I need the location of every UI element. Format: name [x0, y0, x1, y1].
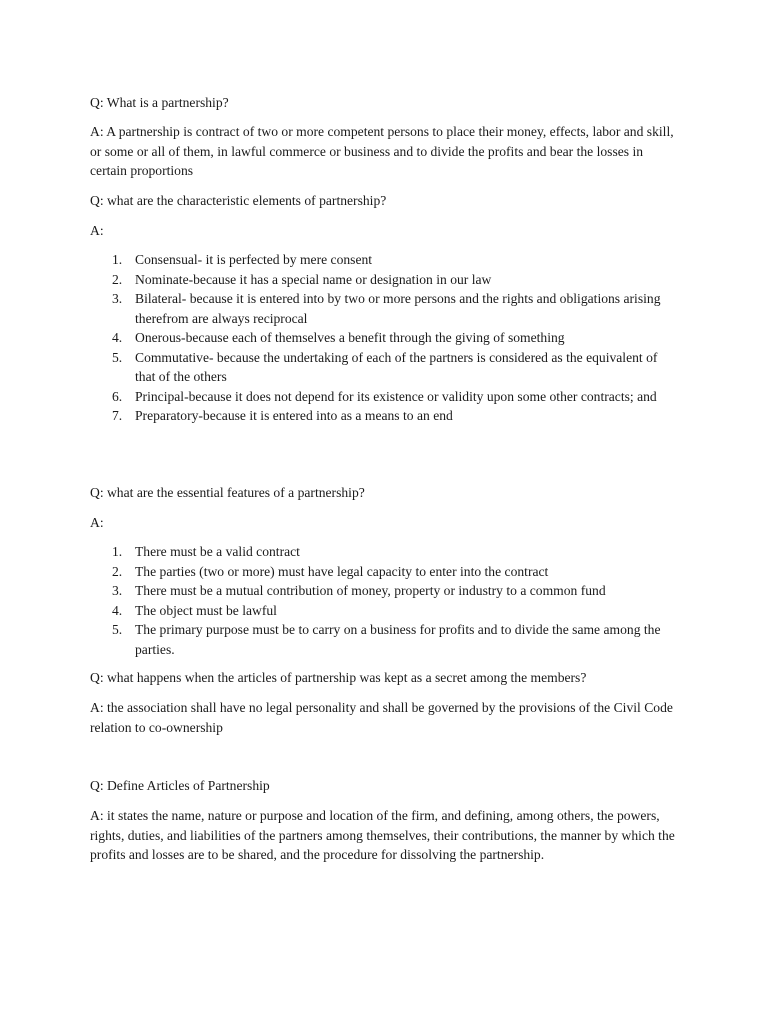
- list-item: [90, 542, 680, 562]
- list-item-number: 3.: [112, 583, 123, 598]
- list-item: [90, 348, 680, 387]
- list-item: [90, 406, 680, 426]
- list-item: [90, 250, 680, 270]
- list-item: [90, 601, 680, 621]
- list-item-number: 5.: [112, 622, 123, 637]
- list-item-text: Onerous-because each of themselves a benefit through the giving of something: [135, 330, 565, 345]
- list-item-number: 7.: [112, 408, 123, 423]
- list-item: [90, 328, 680, 348]
- list-item-text: There must be a valid contract: [135, 544, 300, 559]
- list-item-number: 2.: [112, 271, 123, 287]
- list-item: [90, 387, 680, 407]
- answer-label-essential-features: A:: [90, 515, 104, 530]
- list-item-number: 2.: [112, 563, 123, 579]
- characteristic-elements-list: [90, 250, 680, 426]
- list-item-text: Commutative- because the undertaking of each of the partners is considered as the equivalent of that of the others: [135, 349, 658, 384]
- list-item-text: Principal-because it does not depend for its existence or validity upon some other contracts; and: [135, 388, 657, 404]
- list-item-text: The parties (two or more) must have legal capacity to enter into the contract: [135, 563, 549, 579]
- answer-define-articles: A: it states the name, nature or purpose and location of the firm, and defining, among others, the powers, rights, duties, and liabilities of the partners among themselves, their contributions, the manner by which the profits and losses are to be shared, and the procedure for dissolving the partnership.: [90, 808, 675, 862]
- list-item-number: 5.: [112, 349, 123, 365]
- list-item-text: Nominate-because it has a special name or designation in our law: [135, 271, 492, 287]
- list-item-number: 1.: [112, 544, 123, 559]
- list-item: [90, 289, 680, 328]
- list-item-number: 4.: [112, 602, 123, 618]
- essential-features-list: [90, 542, 680, 659]
- list-item-text: The object must be lawful: [135, 602, 277, 618]
- question-articles-kept-secret: Q: what happens when the articles of partnership was kept as a secret among the members?: [90, 670, 587, 685]
- list-item-text: Preparatory-because it is entered into as a means to an end: [135, 408, 453, 423]
- list-item-text: The primary purpose must be to carry on a business for profits and to divide the same among the parties.: [135, 622, 661, 657]
- question-essential-features: Q: what are the essential features of a partnership?: [90, 485, 365, 500]
- question-characteristic-elements: Q: what are the characteristic elements of partnership?: [90, 193, 387, 208]
- answer-articles-kept-secret: A: the association shall have no legal personality and shall be governed by the provisions of the Civil Code relation to co-ownership: [90, 700, 673, 735]
- question-what-is-partnership: Q: What is a partnership?: [90, 95, 229, 110]
- answer-label-characteristic-elements: A:: [90, 223, 104, 238]
- list-item: [90, 581, 680, 601]
- list-item-number: 3.: [112, 291, 123, 306]
- list-item-number: 1.: [112, 252, 123, 267]
- answer-what-is-partnership: A: A partnership is contract of two or more competent persons to place their money, effects, labor and skill, or some or all of them, in lawful commerce or business and to divide the profits and bear the losses in certain proportions: [90, 124, 674, 178]
- list-item: [90, 562, 680, 582]
- list-item-number: 4.: [112, 330, 123, 345]
- list-item-text: Consensual- it is perfected by mere consent: [135, 252, 373, 267]
- question-define-articles: Q: Define Articles of Partnership: [90, 778, 270, 793]
- list-item-text: There must be a mutual contribution of money, property or industry to a common fund: [135, 583, 606, 598]
- list-item-text: Bilateral- because it is entered into by two or more persons and the rights and obligations arising therefrom are always reciprocal: [135, 291, 661, 326]
- list-item-number: 6.: [112, 388, 123, 404]
- list-item: [90, 270, 680, 290]
- list-item: [90, 620, 680, 659]
